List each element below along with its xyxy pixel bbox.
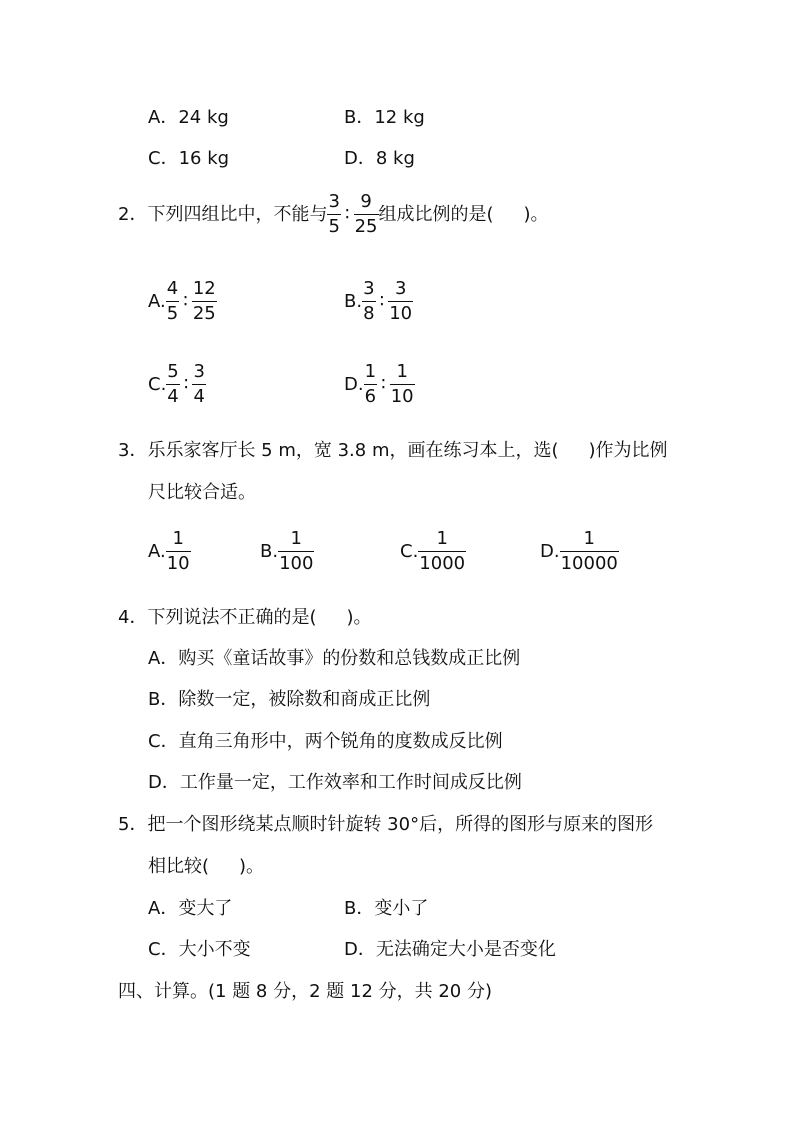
q2-stem: 2．下列四组比中，不能与 $\frac{3}{5}$ ∶ $\frac{9}{25}$ 组成比例的是( )。: [118, 191, 549, 237]
q2-option-d: D. $\frac{1}{6}$ ∶ $\frac{1}{10}$: [344, 361, 414, 407]
q2-option-b: B. $\frac{3}{8}$ ∶ $\frac{3}{10}$: [344, 278, 413, 324]
q2-option-a: A. $\frac{4}{5}$ ∶ $\frac{12}{25}$: [148, 278, 216, 324]
q1-option-a: A．24 kg: [148, 107, 229, 128]
q4-option-d: D．工作量一定，工作效率和工作时间成反比例: [148, 772, 522, 793]
q3-option-d: D. $\frac{1}{10000}$: [540, 528, 618, 574]
q5-option-b: B．变小了: [344, 898, 429, 919]
q1-option-d: D．8 kg: [344, 148, 415, 169]
q2-ratio-first: $\frac{3}{5}$: [328, 191, 340, 237]
section-4-title: 四、计算。(1 题 8 分，2 题 12 分，共 20 分): [118, 981, 492, 1002]
q5-stem-line2: 相比较( )。: [148, 856, 265, 877]
q2-option-c: C. $\frac{5}{4}$ ∶ $\frac{3}{4}$: [148, 361, 205, 407]
q5-option-d: D．无法确定大小是否变化: [344, 939, 556, 960]
q3-option-c: C. $\frac{1}{1000}$: [400, 528, 466, 574]
q3-option-a: A. $\frac{1}{10}$: [148, 528, 190, 574]
q5-option-c: C．大小不变: [148, 939, 251, 960]
q5-stem-line1: 5．把一个图形绕某点顺时针旋转 30°后，所得的图形与原来的图形: [118, 814, 654, 835]
q3-option-b: B. $\frac{1}{100}$: [260, 528, 314, 574]
q4-stem: 4．下列说法不正确的是( )。: [118, 607, 372, 628]
q1-option-b: B．12 kg: [344, 107, 425, 128]
q1-option-c: C．16 kg: [148, 148, 230, 169]
q5-option-a: A．变大了: [148, 898, 233, 919]
q4-option-b: B．除数一定，被除数和商成正比例: [148, 689, 431, 710]
q4-option-a: A．购买《童话故事》的份数和总钱数成正比例: [148, 648, 521, 669]
q3-stem-line1: 3．乐乐家客厅长 5 m，宽 3.8 m，画在练习本上，选( )作为比例: [118, 440, 668, 461]
q3-stem-line2: 尺比较合适。: [148, 482, 256, 503]
q2-ratio-second: $\frac{9}{25}$: [354, 191, 378, 237]
q4-option-c: C．直角三角形中，两个锐角的度数成反比例: [148, 731, 503, 752]
